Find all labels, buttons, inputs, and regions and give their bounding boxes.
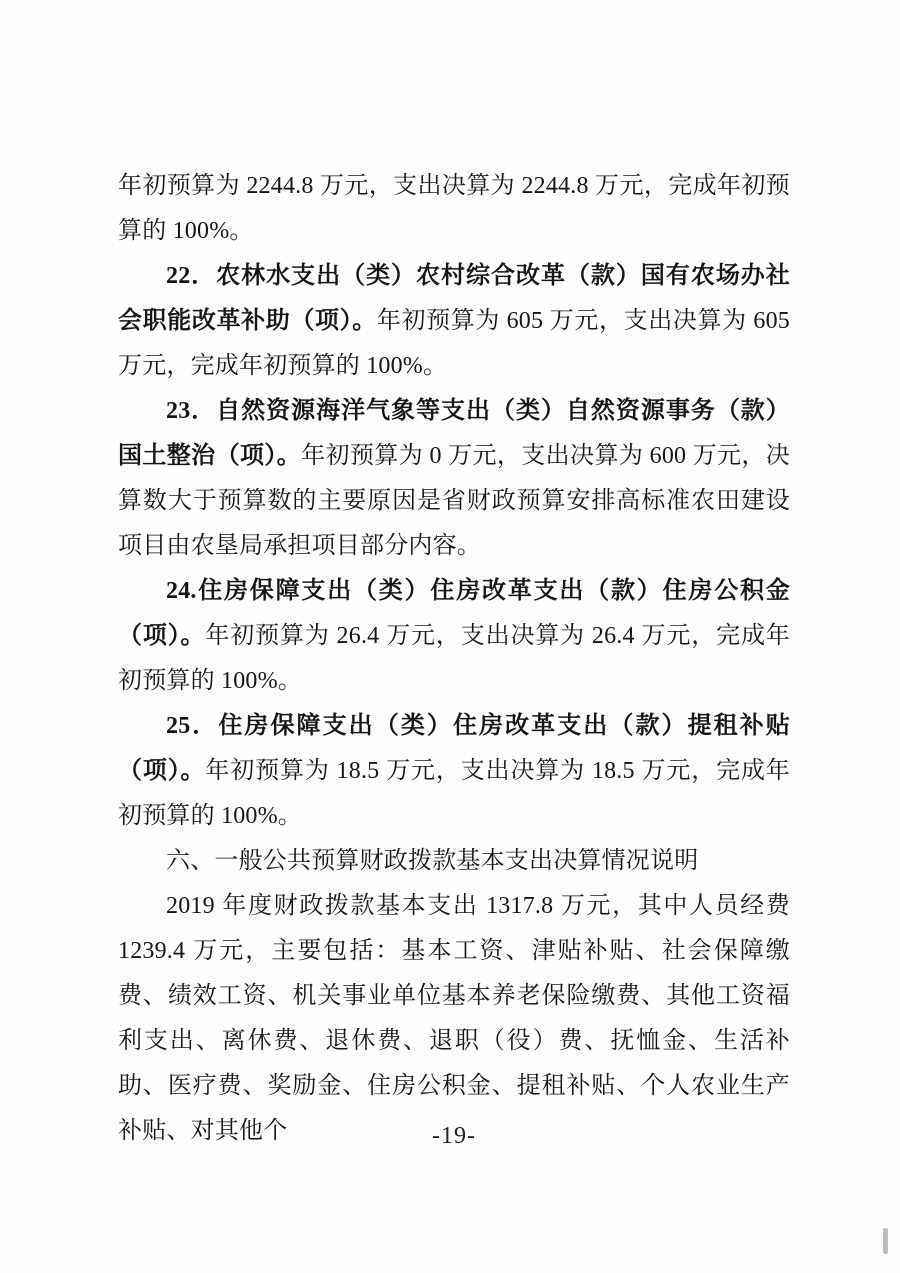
paragraph-body-text: 2019 年度财政拨款基本支出 1317.8 万元，其中人员经费 1239.4 万元，主要包括：基本工资、津贴补贴、社会保障缴费、绩效工资、机关事业单位基本养老保险缴费、其他工资福利支出、离休费、退休费、退职（役）费、抚恤金、生活补助、医疗费、奖励金、住房公积金、提租补贴、个人农业生产补贴、对其他个 <box>118 893 790 1144</box>
scan-artifact-mark <box>883 1228 888 1254</box>
expenditure-item-title: 25．住房保障支出（类）住房改革支出（款）提租补贴（项）。 <box>118 713 790 784</box>
paragraph-item-25 <box>118 704 790 839</box>
text-column <box>118 164 790 1154</box>
section-heading-text: 六、一般公共预算财政拨款基本支出决算情况说明 <box>166 848 699 874</box>
paragraph-item-22 <box>118 254 790 389</box>
page-number: -19- <box>432 1123 476 1149</box>
paragraph-body-text: 年初预算为 18.5 万元，支出决算为 18.5 万元，完成年初预算的 100%。 <box>118 758 790 829</box>
paragraph-body-text: 年初预算为 0 万元，支出决算为 600 万元，决算数大于预算数的主要原因是省财政预算安排高标准农田建设项目由农垦局承担项目部分内容。 <box>118 443 790 559</box>
expenditure-item-title: 22．农林水支出（类）农村综合改革（款）国有农场办社会职能改革补助（项）。 <box>118 263 790 334</box>
expenditure-item-title: 23．自然资源海洋气象等支出（类）自然资源事务（款）国土整治（项）。 <box>118 398 790 469</box>
paragraph-body-text: 年初预算为 2244.8 万元，支出决算为 2244.8 万元，完成年初预算的 100%。 <box>118 173 790 244</box>
section-heading-vi <box>118 839 790 884</box>
paragraph-item-23 <box>118 389 790 569</box>
expenditure-item-title: 24.住房保障支出（类）住房改革支出（款）住房公积金（项）。 <box>118 578 790 649</box>
paragraph-item-24 <box>118 569 790 704</box>
paragraph-body-text: 年初预算为 605 万元，支出决算为 605 万元，完成年初预算的 100%。 <box>118 308 790 379</box>
paragraph-continuation-item-21 <box>118 164 790 254</box>
paragraph-body-text: 年初预算为 26.4 万元，支出决算为 26.4 万元，完成年初预算的 100%。 <box>118 623 790 694</box>
